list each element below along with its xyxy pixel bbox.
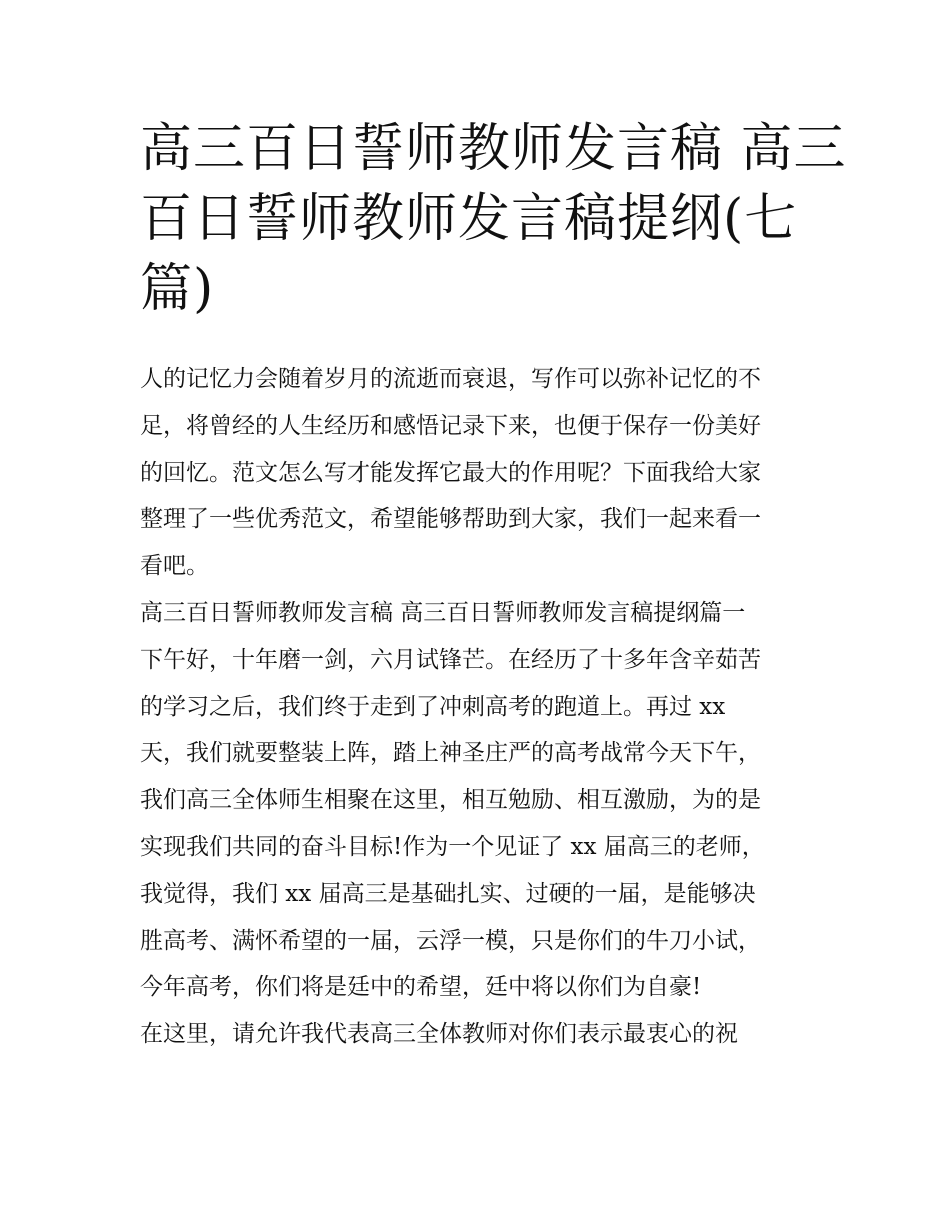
document-title	[140, 114, 847, 324]
body-text-line: 我觉得，我们 xx 届高三是基础扎实、过硬的一届，是能够决	[140, 880, 756, 907]
intro-text-line: 足，将曾经的人生经历和感悟记录下来，也便于保存一份美好	[140, 412, 761, 439]
intro-text-line: 整理了一些优秀范文，希望能够帮助到大家，我们一起来看一	[140, 506, 761, 533]
intro-text-line: 看吧。	[140, 553, 209, 580]
title-line: 百日誓师教师发言稿提纲(七	[140, 189, 798, 249]
body-text-line: 的学习之后，我们终于走到了冲刺高考的跑道上。再过 xx	[140, 693, 726, 720]
document-body	[140, 356, 830, 1058]
title-line: 高三百日誓师教师发言稿 高三	[140, 119, 847, 179]
body-text-line: 我们高三全体师生相聚在这里，相互勉励、相互激励，为的是	[140, 787, 761, 814]
intro-text-line: 人的记忆力会随着岁月的流逝而衰退，写作可以弥补记忆的不	[140, 366, 761, 392]
intro-text-line: 的回忆。范文怎么写才能发挥它最大的作用呢？下面我给大家	[140, 459, 761, 486]
body-text-line: 胜高考、满怀希望的一届，云浮一模，只是你们的牛刀小试，	[140, 927, 761, 954]
title-line: 篇)	[140, 259, 215, 319]
body-text-line: 实现我们共同的奋斗目标!作为一个见证了 xx 届高三的老师，	[140, 833, 765, 860]
body-text-line: 天，我们就要整装上阵，踏上神圣庄严的高考战常今天下午，	[140, 740, 761, 767]
body-text-line: 下午好，十年磨一剑，六月试锋芒。在经历了十多年含辛茹苦	[140, 646, 761, 673]
section-heading: 高三百日誓师教师发言稿 高三百日誓师教师发言稿提纲篇一	[140, 599, 746, 626]
body-text-line: 今年高考，你们将是廷中的希望，廷中将以你们为自豪!	[140, 974, 702, 1001]
body-text-line: 在这里，请允许我代表高三全体教师对你们表示最衷心的祝	[140, 1021, 738, 1048]
